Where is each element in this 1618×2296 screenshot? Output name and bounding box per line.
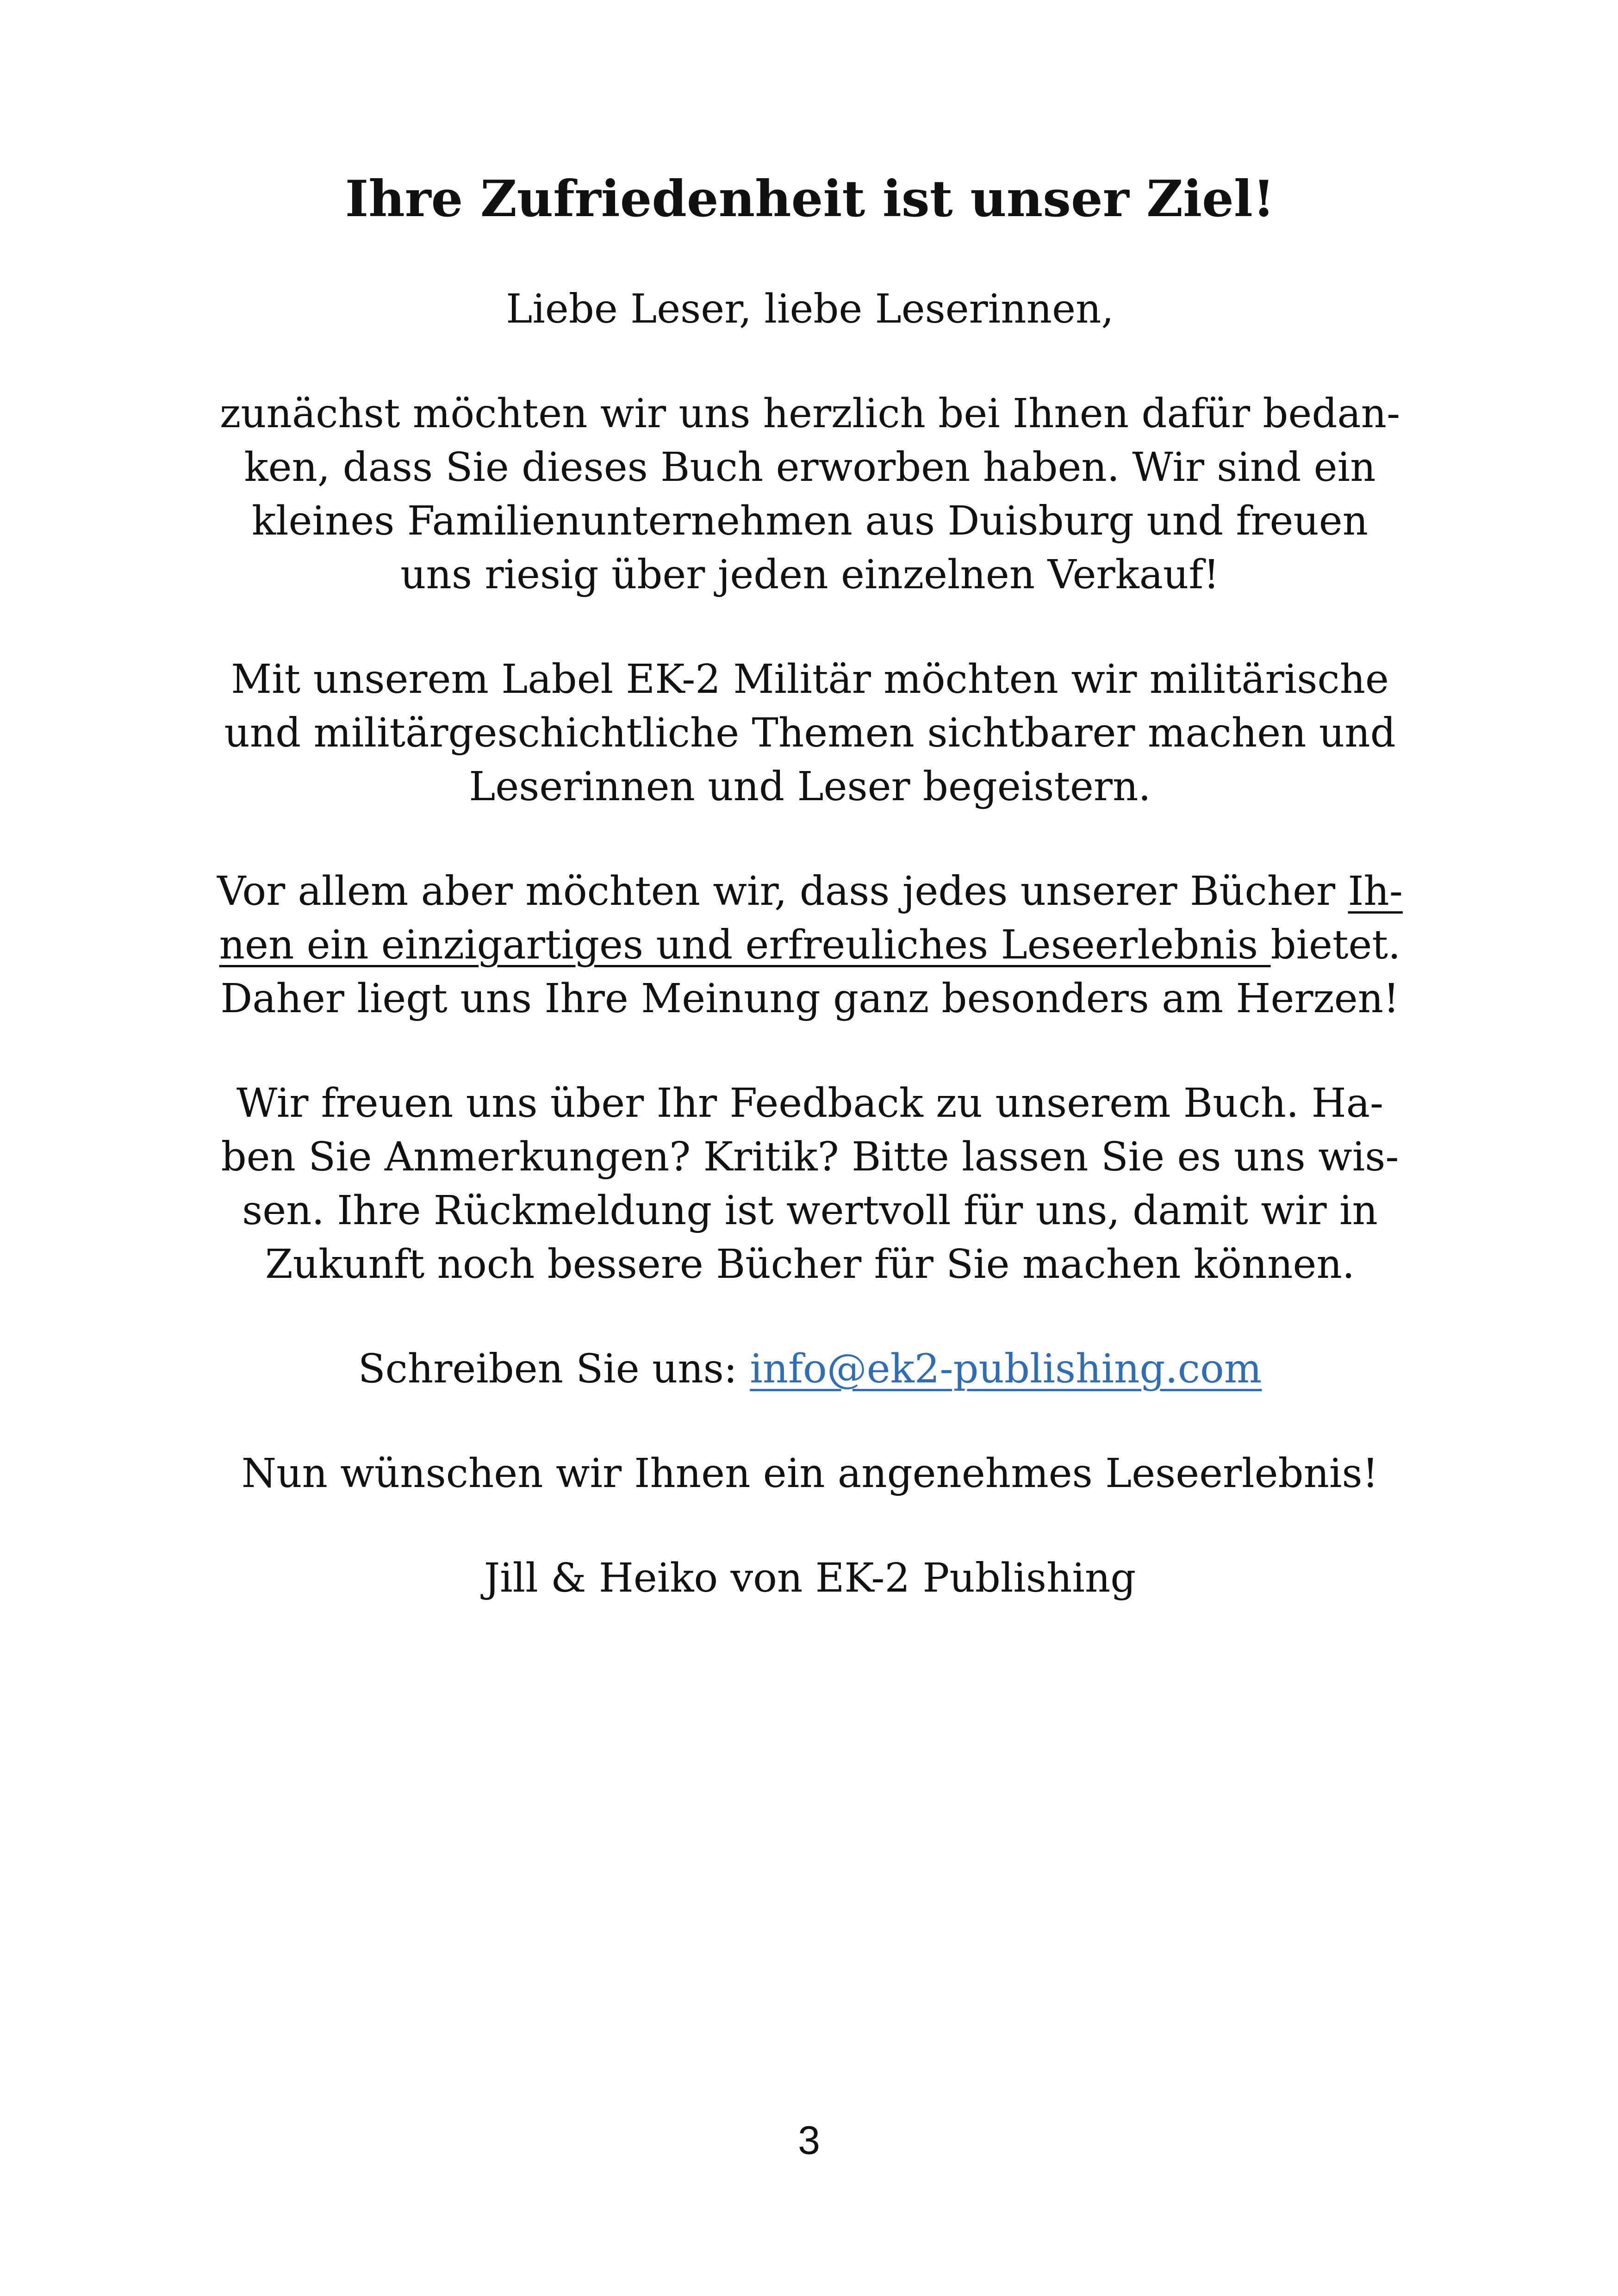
paragraph-experience bbox=[194, 865, 1425, 1026]
text-line bbox=[194, 865, 1425, 918]
text-line: sen. Ihre Rückmeldung ist wertvoll für uns, damit wir in bbox=[242, 1188, 1378, 1234]
contact-prefix: Schreiben Sie uns: bbox=[358, 1346, 750, 1392]
text-line: ken, dass Sie dieses Buch erworben haben. Wir sind ein bbox=[244, 444, 1376, 491]
text-line: kleines Familienunternehmen aus Duisburg und freuen bbox=[251, 498, 1369, 544]
text-line: ben Sie Anmerkungen? Kritik? Bitte lassen Sie es uns wis- bbox=[221, 1134, 1399, 1180]
text-line: uns riesig über jeden einzelnen Verkauf! bbox=[400, 552, 1220, 598]
closing-wish: Nun wünschen wir Ihnen ein angenehmes Leseerlebnis! bbox=[241, 1450, 1379, 1497]
contact-line bbox=[194, 1342, 1425, 1396]
text-line: und militärgeschichtliche Themen sichtbarer machen und bbox=[224, 710, 1396, 756]
underlined-text: nen ein einzigartiges und erfreuliches Leseerlebnis bbox=[219, 922, 1271, 968]
paragraph-label bbox=[194, 653, 1425, 814]
page-number: 3 bbox=[798, 2118, 820, 2163]
page-content bbox=[194, 167, 1425, 1605]
text-segment: bietet. bbox=[1270, 922, 1401, 968]
signature: Jill & Heiko von EK-2 Publishing bbox=[484, 1555, 1136, 1601]
underlined-text: Ih- bbox=[1348, 868, 1403, 915]
text-line: Zukunft noch bessere Bücher für Sie machen können. bbox=[265, 1241, 1355, 1288]
email-link[interactable]: info@ek2-publishing.com bbox=[750, 1346, 1262, 1392]
text-line bbox=[194, 918, 1425, 972]
text-line: zunächst möchten wir uns herzlich bei Ihnen dafür bedan- bbox=[219, 391, 1400, 437]
text-line: Leserinnen und Leser begeistern. bbox=[469, 764, 1151, 810]
page-title: Ihre Zufriedenheit ist unser Ziel! bbox=[345, 170, 1275, 228]
text-segment: Vor allem aber möchten wir, dass jedes unserer Bücher bbox=[217, 868, 1348, 915]
paragraph-thanks bbox=[194, 387, 1425, 602]
greeting: Liebe Leser, liebe Leserinnen, bbox=[506, 286, 1114, 332]
text-line: Wir freuen uns über Ihr Feedback zu unserem Buch. Ha- bbox=[236, 1080, 1384, 1126]
paragraph-feedback bbox=[194, 1076, 1425, 1291]
text-line: Mit unserem Label EK-2 Militär möchten wir militärische bbox=[231, 656, 1389, 703]
text-line: Daher liegt uns Ihre Meinung ganz besonders am Herzen! bbox=[220, 976, 1400, 1022]
